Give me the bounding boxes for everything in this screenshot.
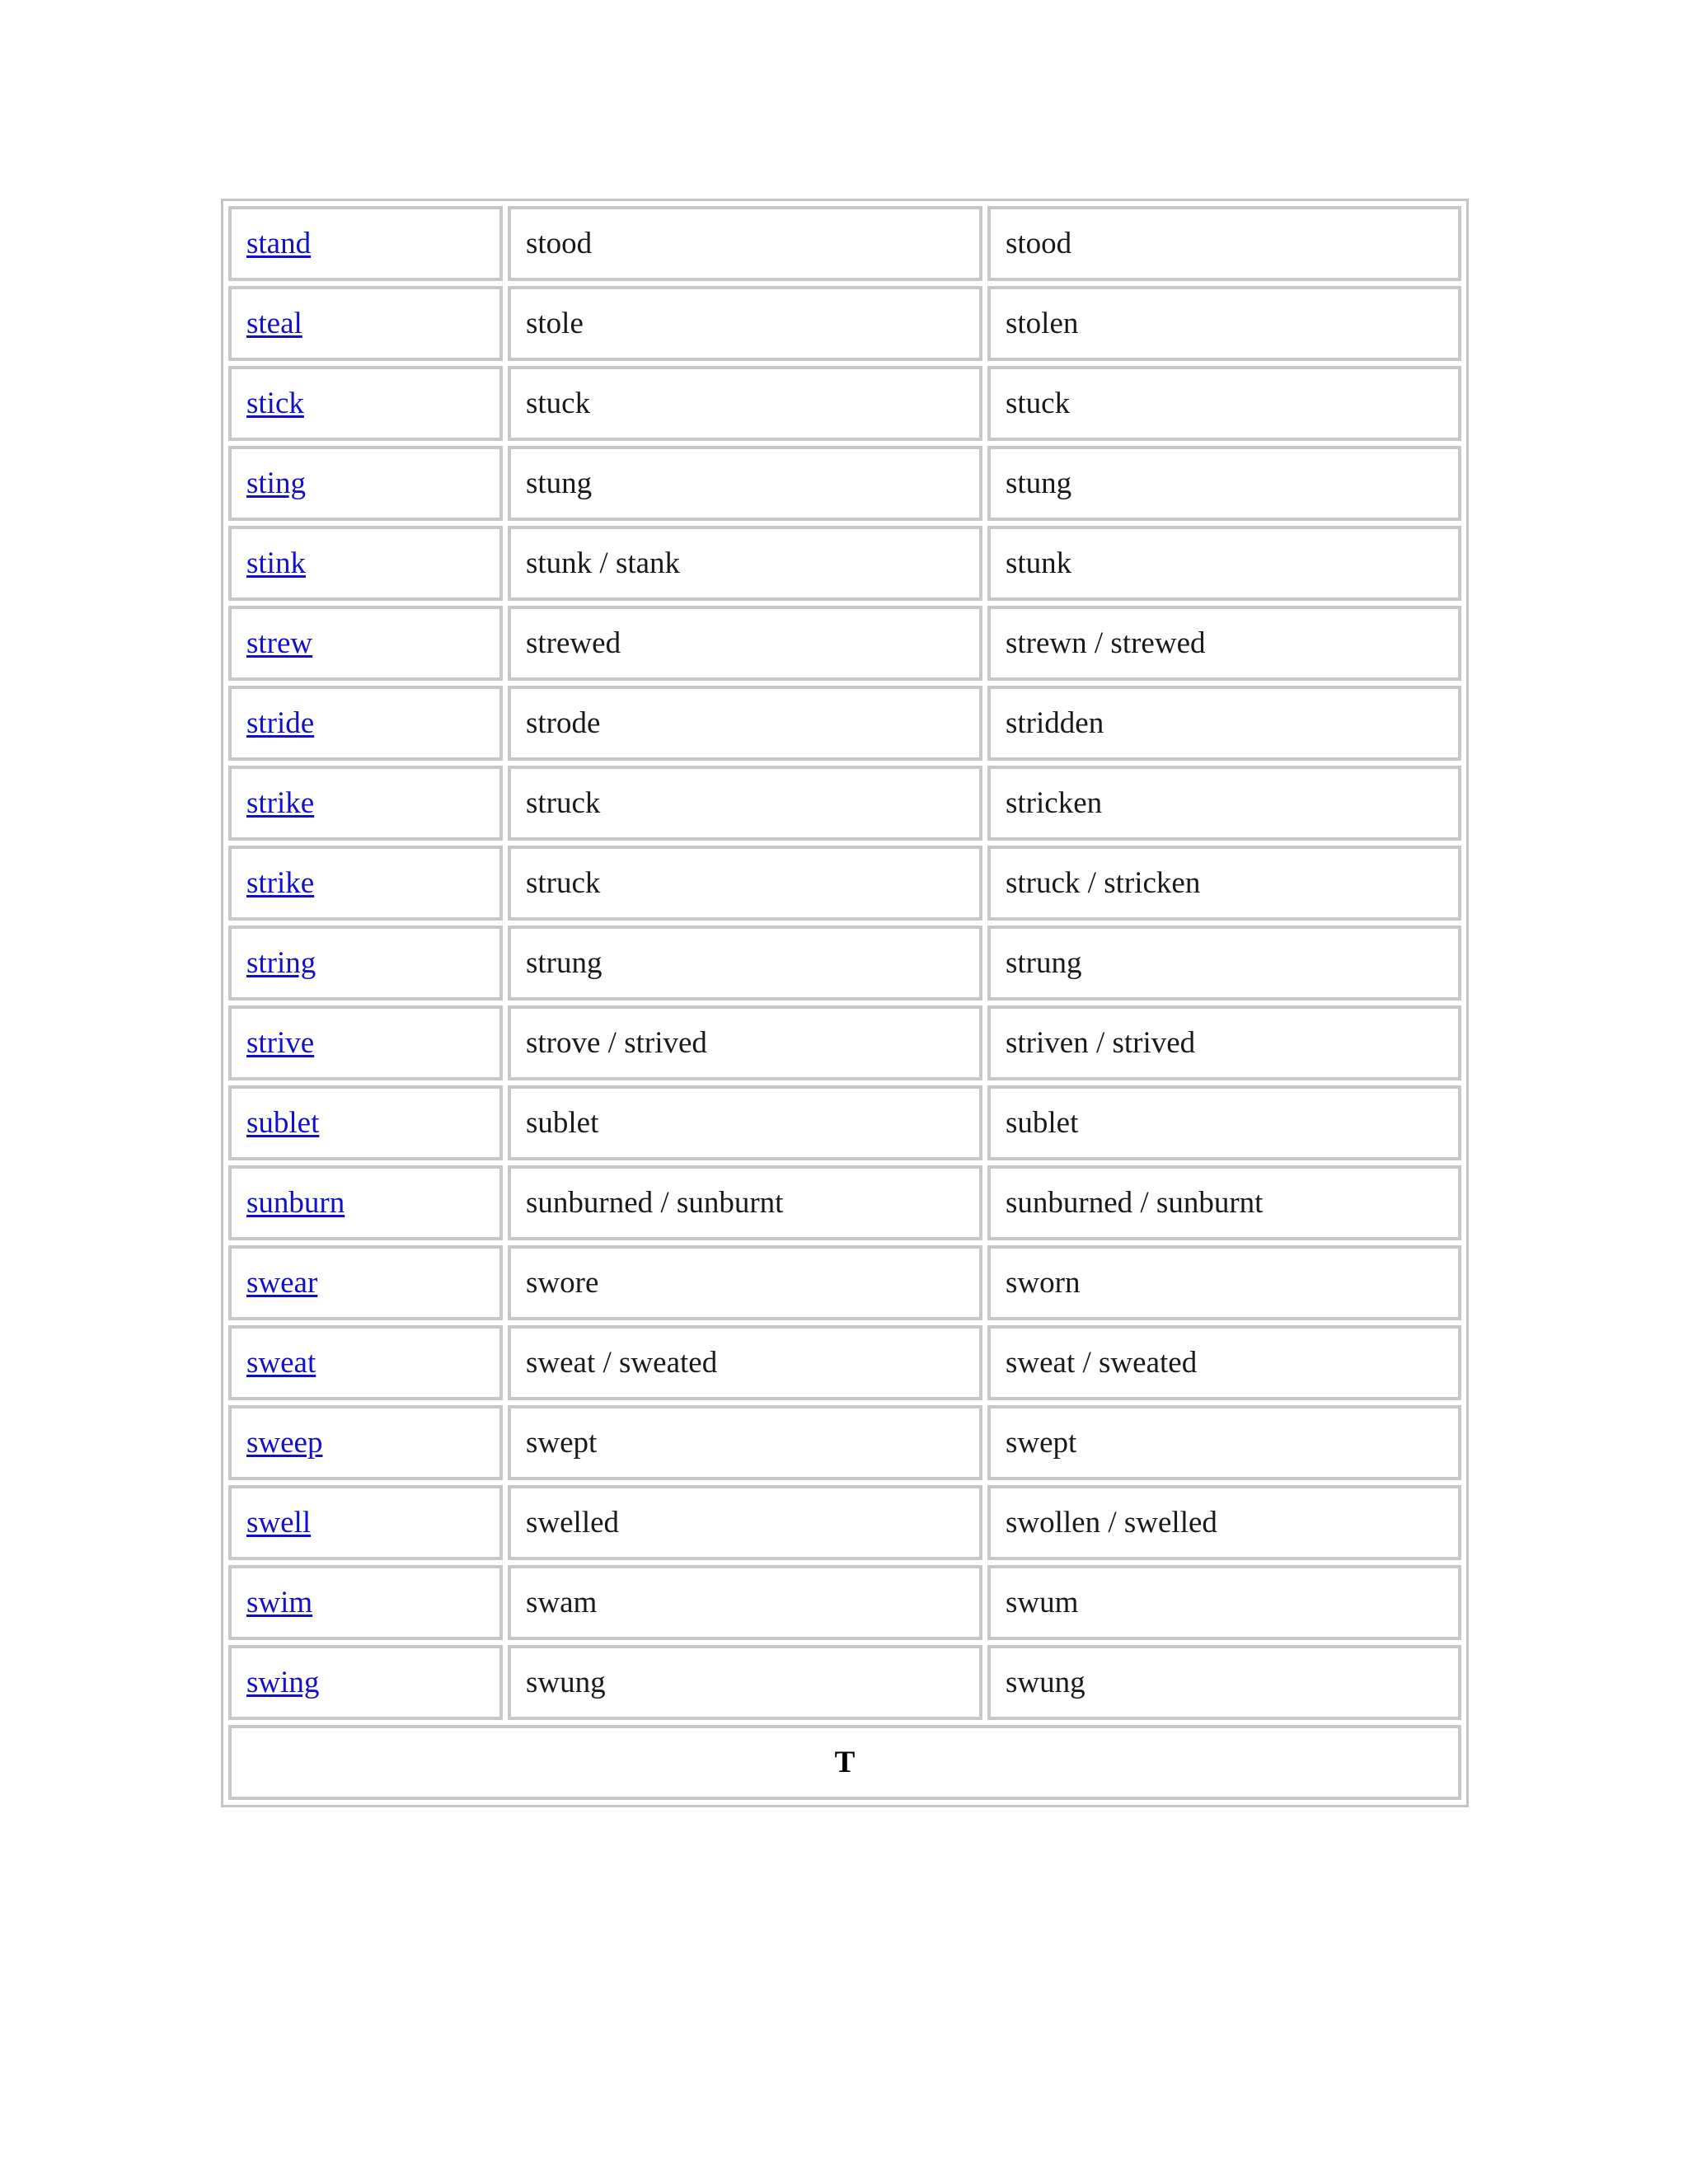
past-simple-cell: sublet [508, 1085, 982, 1160]
verb-link[interactable]: sweep [246, 1426, 323, 1460]
past-simple-cell: swelled [508, 1485, 982, 1560]
section-letter: T [228, 1725, 1461, 1800]
past-simple-cell: stung [508, 446, 982, 521]
table-row [228, 286, 1461, 361]
base-form-cell [228, 686, 503, 761]
past-participle-cell: swollen / swelled [987, 1485, 1461, 1560]
past-participle-cell: stung [987, 446, 1461, 521]
base-form-cell [228, 1325, 503, 1400]
past-participle-cell: sweat / sweated [987, 1325, 1461, 1400]
section-header-row [228, 1725, 1461, 1800]
irregular-verb-table [221, 199, 1469, 1807]
table-row [228, 446, 1461, 521]
past-participle-cell: stricken [987, 766, 1461, 841]
past-simple-cell: strove / strived [508, 1005, 982, 1080]
verb-table-body [228, 206, 1461, 1800]
past-participle-cell: strung [987, 926, 1461, 1001]
past-participle-cell: striven / strived [987, 1005, 1461, 1080]
base-form-cell [228, 1165, 503, 1240]
verb-link[interactable]: steal [246, 307, 302, 340]
past-simple-cell: swore [508, 1245, 982, 1320]
past-simple-cell: sweat / sweated [508, 1325, 982, 1400]
past-participle-cell: sunburned / sunburnt [987, 1165, 1461, 1240]
verb-link[interactable]: stink [246, 546, 306, 580]
base-form-cell [228, 366, 503, 441]
past-participle-cell: strewn / strewed [987, 606, 1461, 681]
base-form-cell [228, 1565, 503, 1640]
base-form-cell [228, 1645, 503, 1720]
verb-link[interactable]: sublet [246, 1106, 320, 1140]
past-simple-cell: stuck [508, 366, 982, 441]
base-form-cell [228, 1005, 503, 1080]
past-simple-cell: sunburned / sunburnt [508, 1165, 982, 1240]
past-participle-cell: sworn [987, 1245, 1461, 1320]
past-simple-cell: struck [508, 766, 982, 841]
table-row [228, 926, 1461, 1001]
verb-link[interactable]: strike [246, 866, 315, 900]
table-row [228, 846, 1461, 921]
table-row [228, 686, 1461, 761]
past-simple-cell: swung [508, 1645, 982, 1720]
past-simple-cell: stunk / stank [508, 526, 982, 601]
past-simple-cell: stole [508, 286, 982, 361]
table-row [228, 1405, 1461, 1480]
base-form-cell [228, 1485, 503, 1560]
past-participle-cell: sublet [987, 1085, 1461, 1160]
base-form-cell [228, 286, 503, 361]
base-form-cell [228, 1405, 503, 1480]
verb-link[interactable]: sunburn [246, 1186, 345, 1220]
verb-link[interactable]: swell [246, 1506, 312, 1540]
verb-link[interactable]: swear [246, 1266, 318, 1300]
past-simple-cell: strewed [508, 606, 982, 681]
verb-link[interactable]: sweat [246, 1346, 316, 1380]
past-participle-cell: stuck [987, 366, 1461, 441]
base-form-cell [228, 446, 503, 521]
base-form-cell [228, 206, 503, 281]
past-simple-cell: stood [508, 206, 982, 281]
base-form-cell [228, 606, 503, 681]
verb-link[interactable]: string [246, 946, 316, 980]
past-simple-cell: swept [508, 1405, 982, 1480]
verb-link[interactable]: sting [246, 466, 306, 500]
past-participle-cell: swung [987, 1645, 1461, 1720]
table-row [228, 606, 1461, 681]
base-form-cell [228, 766, 503, 841]
base-form-cell [228, 1085, 503, 1160]
table-row [228, 206, 1461, 281]
past-simple-cell: strode [508, 686, 982, 761]
past-participle-cell: stood [987, 206, 1461, 281]
table-row [228, 1485, 1461, 1560]
table-row [228, 1245, 1461, 1320]
verb-link[interactable]: stand [246, 227, 312, 260]
table-row [228, 1005, 1461, 1080]
base-form-cell [228, 526, 503, 601]
past-simple-cell: struck [508, 846, 982, 921]
past-simple-cell: swam [508, 1565, 982, 1640]
past-participle-cell: swum [987, 1565, 1461, 1640]
past-participle-cell: struck / stricken [987, 846, 1461, 921]
table-row [228, 1085, 1461, 1160]
base-form-cell [228, 1245, 503, 1320]
base-form-cell [228, 846, 503, 921]
table-row [228, 766, 1461, 841]
table-row [228, 1645, 1461, 1720]
table-row [228, 366, 1461, 441]
table-row [228, 1165, 1461, 1240]
table-row [228, 1565, 1461, 1640]
table-row [228, 526, 1461, 601]
verb-link[interactable]: strike [246, 786, 315, 820]
verb-link[interactable]: strew [246, 626, 313, 660]
past-participle-cell: stolen [987, 286, 1461, 361]
verb-link[interactable]: swim [246, 1586, 313, 1619]
past-simple-cell: strung [508, 926, 982, 1001]
verb-link[interactable]: strive [246, 1026, 315, 1060]
verb-link[interactable]: stride [246, 706, 315, 740]
past-participle-cell: swept [987, 1405, 1461, 1480]
base-form-cell [228, 926, 503, 1001]
past-participle-cell: stridden [987, 686, 1461, 761]
verb-link[interactable]: swing [246, 1666, 320, 1699]
verb-link[interactable]: stick [246, 387, 304, 420]
past-participle-cell: stunk [987, 526, 1461, 601]
table-row [228, 1325, 1461, 1400]
